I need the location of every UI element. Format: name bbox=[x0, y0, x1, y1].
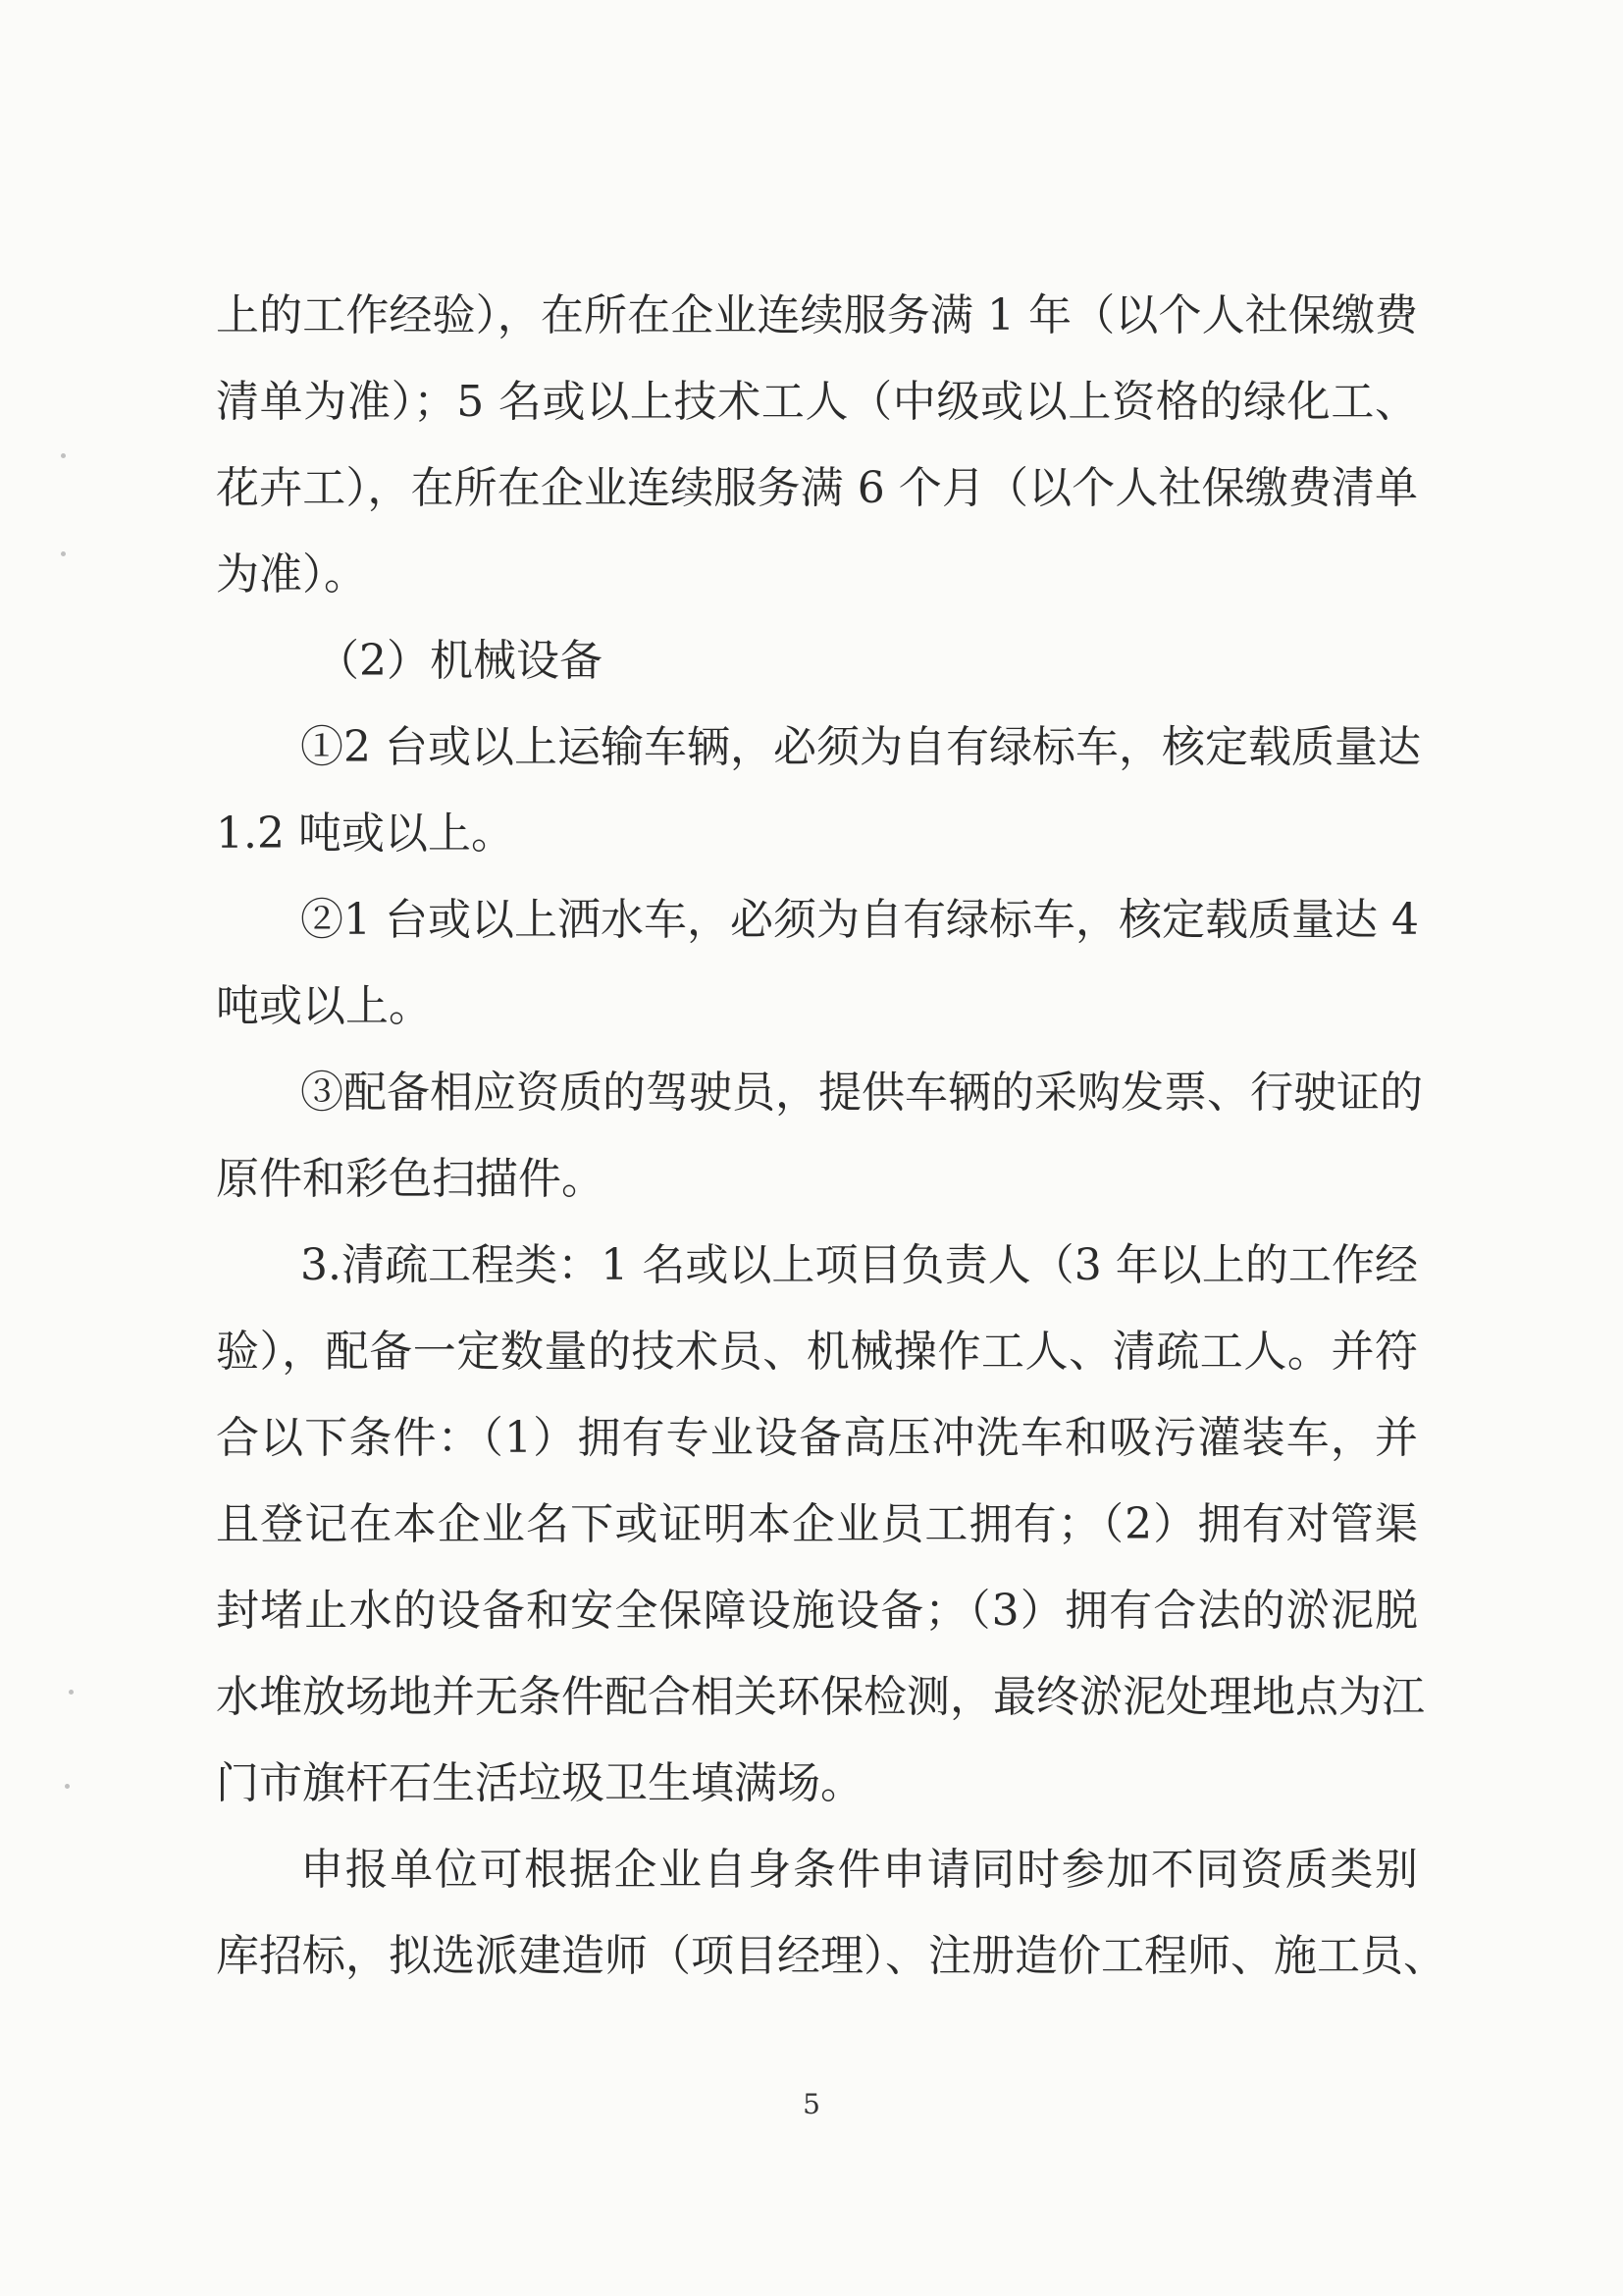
section-heading: （2）机械设备 bbox=[316, 636, 602, 686]
body-text-line: 申报单位可根据企业自身条件申请同时参加不同资质类别 bbox=[300, 1845, 1418, 1895]
body-text-line: 吨或以上。 bbox=[216, 981, 432, 1031]
body-text-line: 水堆放场地并无条件配合相关环保检测，最终淤泥处理地点为江 bbox=[216, 1672, 1425, 1722]
body-text-line: 为准）。 bbox=[216, 549, 367, 600]
body-text-line: 1.2 吨或以上。 bbox=[216, 809, 514, 859]
body-text-line: 且登记在本企业名下或证明本企业员工拥有；（2）拥有对管渠 bbox=[216, 1499, 1418, 1549]
body-text-line: ③配备相应资质的驾驶员，提供车辆的采购发票、行驶证的 bbox=[300, 1068, 1423, 1118]
body-text-line: ②1 台或以上洒水车，必须为自有绿标车，核定载质量达 4 bbox=[300, 895, 1419, 945]
body-text-line: 合以下条件：（1）拥有专业设备高压冲洗车和吸污灌装车，并 bbox=[216, 1413, 1418, 1463]
body-text-line: 原件和彩色扫描件。 bbox=[216, 1154, 604, 1204]
body-text-line: 3.清疏工程类：1 名或以上项目负责人（3 年以上的工作经 bbox=[300, 1240, 1418, 1290]
body-text-line: 库招标，拟选派建造师（项目经理）、注册造价工程师、施工员、 bbox=[216, 1931, 1446, 1981]
body-text-line: 清单为准）；5 名或以上技术工人（中级或以上资格的绿化工、 bbox=[216, 377, 1418, 427]
body-text-line: 花卉工），在所在企业连续服务满 6 个月（以个人社保缴费清单 bbox=[216, 463, 1418, 513]
page-number: 5 bbox=[803, 2088, 820, 2120]
body-text-line: 封堵止水的设备和安全保障设施设备；（3）拥有合法的淤泥脱 bbox=[216, 1586, 1418, 1636]
scan-speck bbox=[61, 453, 66, 458]
body-text-line: 验），配备一定数量的技术员、机械操作工人、清疏工人。并符 bbox=[216, 1327, 1418, 1377]
scan-speck bbox=[61, 551, 66, 556]
scan-speck bbox=[65, 1784, 70, 1789]
body-text-line: ①2 台或以上运输车辆，必须为自有绿标车，核定载质量达 bbox=[300, 722, 1421, 772]
body-text-line: 门市旗杆石生活垃圾卫生填满场。 bbox=[216, 1758, 864, 1808]
body-text-line: 上的工作经验），在所在企业连续服务满 1 年（以个人社保缴费 bbox=[216, 290, 1418, 340]
scan-speck bbox=[69, 1690, 74, 1695]
